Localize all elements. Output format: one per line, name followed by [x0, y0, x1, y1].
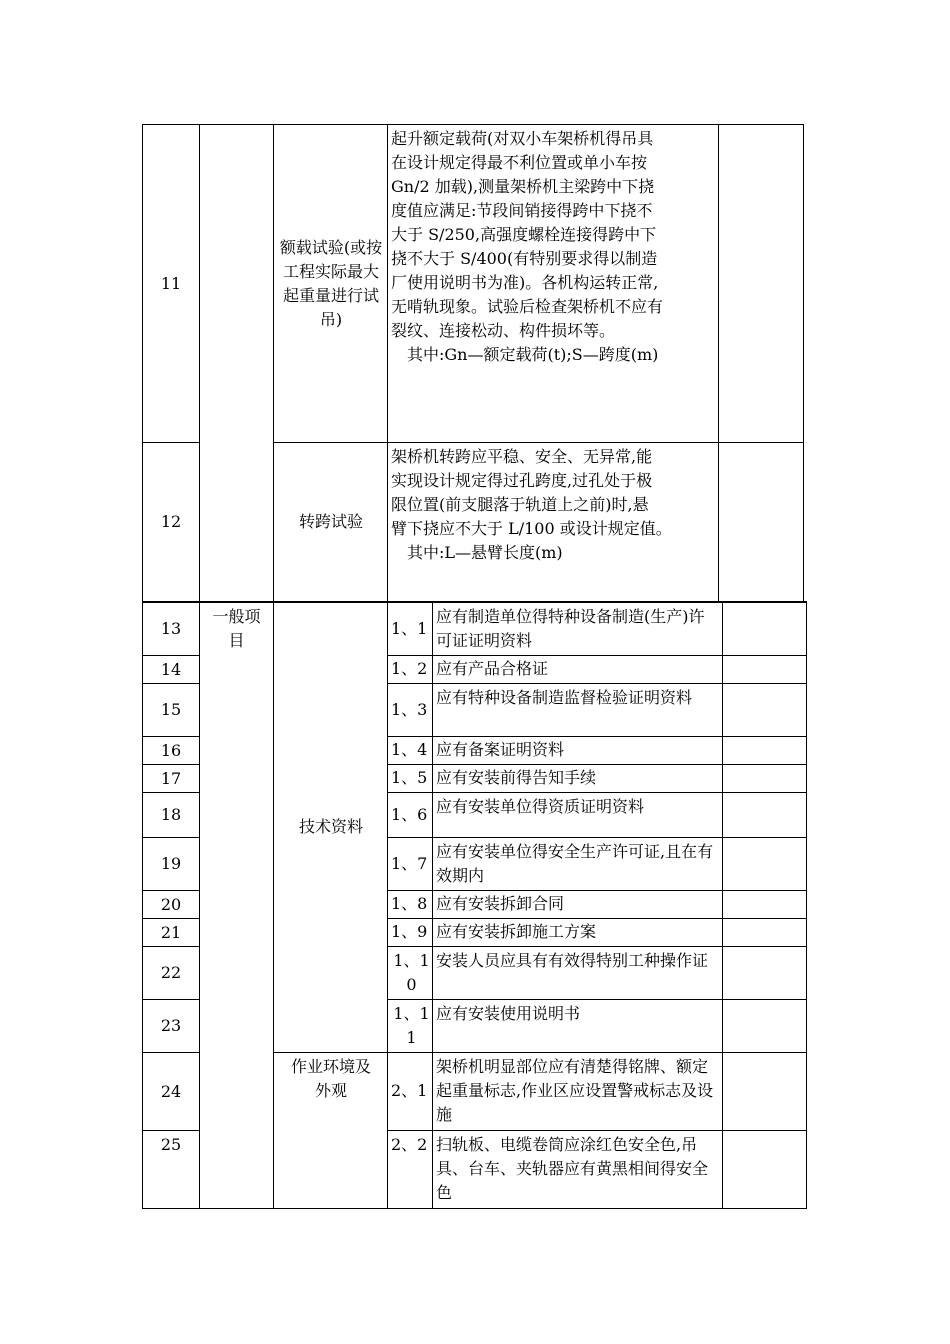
grid-line [142, 918, 199, 919]
item-text: 应有产品合格证 [436, 659, 549, 678]
grid-line [273, 442, 804, 443]
grid-line [387, 999, 807, 1000]
grid-line [432, 602, 433, 1209]
grid-line [142, 124, 804, 125]
grid-line [142, 683, 199, 684]
requirement-line: 在设计规定得最不利位置或单小车按 [391, 153, 648, 172]
grid-line [142, 999, 199, 1000]
item-code: 1、10 [393, 951, 430, 994]
item-text: 应有安装拆卸施工方案 [436, 922, 597, 941]
item-text: 扫轨板、电缆卷筒应涂红色安全色,吊具、台车、夹轨器应有黄黑相间得安全色 [436, 1135, 709, 1202]
grid-line [387, 764, 807, 765]
grid-line [803, 124, 804, 602]
row-number: 16 [160, 740, 182, 760]
grid-line [387, 736, 807, 737]
grid-line [806, 602, 807, 1209]
row-number: 12 [160, 512, 182, 531]
grid-line [142, 602, 807, 603]
grid-line [142, 1208, 807, 1209]
requirement-line: 其中:Gn—额定载荷(t);S—跨度(m) [391, 345, 659, 364]
item-code: 1、11 [393, 1004, 430, 1047]
subcategory-tech-docs: 技术资料 [298, 817, 363, 836]
row-number: 19 [160, 854, 182, 873]
check-item: 转跨试验 [298, 512, 363, 531]
grid-line [273, 1052, 807, 1053]
item-text: 应有安装单位得安全生产许可证,且在有效期内 [436, 842, 714, 885]
row-number: 15 [160, 700, 182, 719]
item-code: 1、9 [391, 922, 428, 941]
row-number: 17 [160, 768, 182, 788]
item-code: 1、1 [391, 619, 428, 638]
requirement-line: 裂纹、连接松动、构件损坏等。 [391, 321, 616, 340]
subcategory-environment: 作业环境及外观 [290, 1057, 371, 1100]
item-code: 1、7 [391, 854, 428, 873]
row-number: 24 [160, 1081, 182, 1101]
row-number: 13 [160, 619, 182, 638]
grid-line [142, 1052, 199, 1053]
item-text: 应有备案证明资料 [436, 740, 565, 759]
row-number: 21 [160, 922, 182, 942]
item-text: 应有制造单位得特种设备制造(生产)许可证证明资料 [436, 607, 705, 650]
grid-line [142, 442, 199, 443]
grid-line [387, 946, 807, 947]
grid-line [142, 792, 199, 793]
item-text: 应有安装使用说明书 [436, 1004, 581, 1023]
grid-line [387, 837, 807, 838]
category-general: 一般项目 [212, 607, 261, 650]
grid-line [387, 683, 807, 684]
row-number: 20 [160, 894, 182, 914]
requirement-line: 无啃轨现象。试验后检查架桥机不应有 [391, 297, 664, 316]
grid-line [142, 655, 199, 656]
row-number: 11 [160, 274, 182, 293]
row-number: 14 [160, 659, 182, 679]
grid-line [142, 946, 199, 947]
grid-line [387, 124, 388, 1209]
requirement-line: 架桥机转跨应平稳、安全、无异常,能 [391, 447, 653, 466]
grid-line [387, 792, 807, 793]
item-code: 1、2 [391, 659, 428, 678]
item-text: 应有安装前得告知手续 [436, 768, 597, 787]
grid-line [273, 124, 274, 1209]
requirement-line: 起升额定载荷(对双小车架桥机得吊具 [391, 129, 654, 148]
grid-line [387, 918, 807, 919]
row-number: 22 [160, 963, 182, 982]
item-code: 1、5 [391, 768, 428, 787]
requirement-line: 限位置(前支腿落于轨道上之前)时,悬 [391, 495, 649, 514]
grid-line [722, 602, 723, 1209]
item-text: 应有安装单位得资质证明资料 [436, 797, 645, 816]
item-text: 安装人员应具有有效得特别工种操作证 [436, 951, 709, 970]
grid-line [142, 764, 199, 765]
grid-line [387, 1130, 807, 1131]
requirement-line: Gn/2 加载),测量架桥机主梁跨中下挠 [391, 177, 655, 196]
item-code: 1、4 [391, 740, 428, 759]
item-code: 1、3 [391, 700, 428, 719]
requirement-line: 臂下挠应不大于 L/100 或设计规定值。 [391, 519, 672, 538]
grid-line [387, 890, 807, 891]
grid-line [142, 890, 199, 891]
grid-line [142, 1130, 199, 1131]
grid-line [142, 124, 143, 1209]
row-number: 23 [160, 1016, 182, 1035]
item-text: 应有安装拆卸合同 [436, 894, 565, 913]
requirement-line: 度值应满足:节段间销接得跨中下挠不 [391, 201, 653, 220]
requirement-line: 实现设计规定得过孔跨度,过孔处于极 [391, 471, 653, 490]
grid-line [718, 124, 719, 602]
grid-line [199, 124, 200, 1209]
item-code: 2、1 [391, 1081, 428, 1100]
requirement-text [388, 443, 719, 601]
grid-line [142, 837, 199, 838]
requirement-line: 厂使用说明书为准)。各机构运转正常, [391, 273, 659, 292]
item-text: 应有特种设备制造监督检验证明资料 [436, 688, 693, 707]
requirement-line: 其中:L—悬臂长度(m) [391, 543, 563, 562]
row-number: 18 [160, 805, 182, 824]
item-code: 2、2 [391, 1135, 428, 1154]
requirement-line: 挠不大于 S/400(有特别要求得以制造 [391, 249, 658, 268]
item-code: 1、8 [391, 894, 428, 913]
check-item: 额载试验(或按工程实际最大起重量进行试吊) [279, 238, 383, 329]
item-text: 架桥机明显部位应有清楚得铭牌、额定起重量标志,作业区应设置警戒标志及设施 [436, 1057, 714, 1124]
grid-line [387, 655, 807, 656]
requirement-line: 大于 S/250,高强度螺栓连接得跨中下 [391, 225, 657, 244]
grid-line [142, 736, 199, 737]
requirement-text [388, 125, 719, 443]
row-number: 25 [160, 1135, 182, 1154]
item-code: 1、6 [391, 805, 428, 824]
